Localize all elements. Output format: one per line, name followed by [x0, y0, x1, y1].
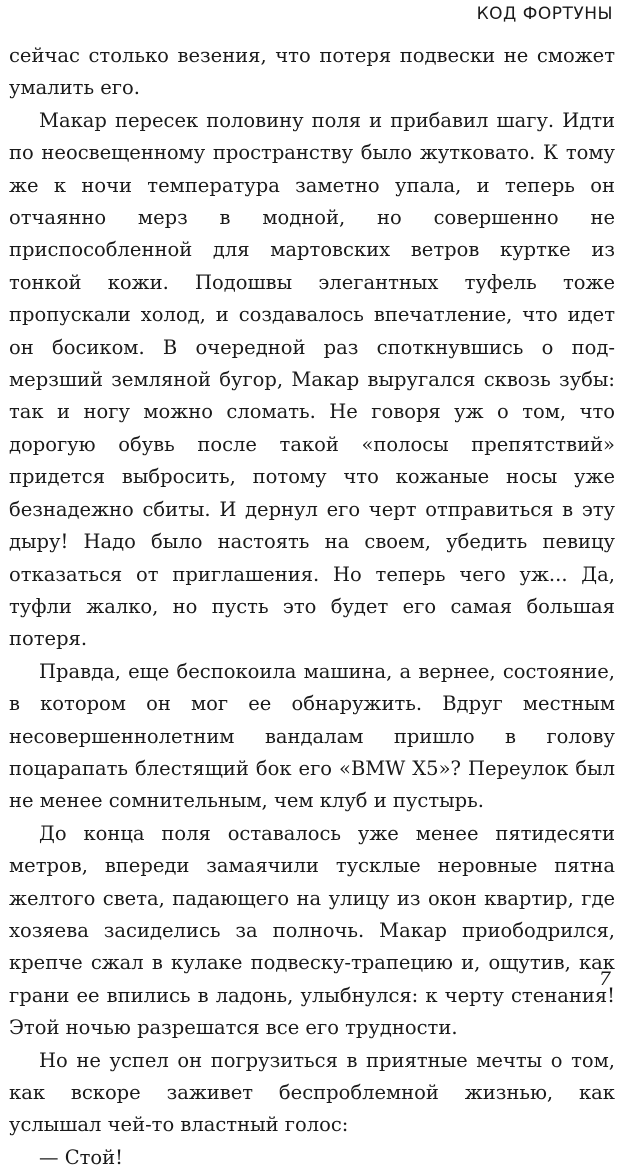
paragraph: Но не успел он погрузиться в приятные мечты о том, как вскоре заживет беспроблемной жизнью, как услышал чей-то властный голос: — [9, 1048, 615, 1137]
body-text — [9, 40, 615, 1174]
page-number: 7 — [598, 968, 611, 990]
paragraph-continued: сейчас столько везения, что потеря подвески не сможет умалить его. — [9, 44, 615, 100]
paragraph: Правда, еще беспокоила машина, а вернее, состояние, в котором он мог ее обнаружить. Вдруг местным несовершеннолетним вандалам пришло в голову поцарапать блестящий бок его «BMW X5»? Переулок был не менее сомнительным, чем клуб и пустырь. — [9, 659, 615, 813]
paragraph: Макар пересек половину поля и прибавил шагу. Идти по неосвещенному пространству было жутковато. К тому же к ночи температура заметно упала, и теперь он отчаянно мерз в модной, но совершенно не приспособленной для мартовских ветров куртке из тонкой кожи. Подошвы элегантных туфель тоже пропускали холод, и создавалось впечатление, что идет он босиком. В очередной раз споткнувшись о подмерзший земляной бугор, Макар выругался сквозь зубы: так и ногу можно сломать. Не говоря уж о том, что дорогую обувь после такой «полосы препятствий» придется выбросить, потому что кожаные носы уже безнадежно сбиты. И дернул его черт отправиться в эту дыру! Надо было настоять на своем, убедить певицу отказаться от приглашения. Но теперь чего уж... Да, туфли жалко, но пусть это будет его самая большая потеря. — [9, 108, 615, 651]
paragraph: До конца поля оставалось уже менее пятидесяти метров, впереди замаячили тусклые неровные пятна желтого света, падающего на улицу из окон квартир, где хозяева засиделись за полночь. Макар приободрился, крепче сжал в кулаке подвеску-трапецию и, ощутив, как грани ее впились в ладонь, улыбнулся: к черту стенания! Этой ночью разрешатся все его трудности. — [9, 821, 615, 1040]
running-head-title: КОД ФОРТУНЫ — [476, 4, 613, 24]
dialogue-line: — Стой! — [39, 1145, 123, 1169]
